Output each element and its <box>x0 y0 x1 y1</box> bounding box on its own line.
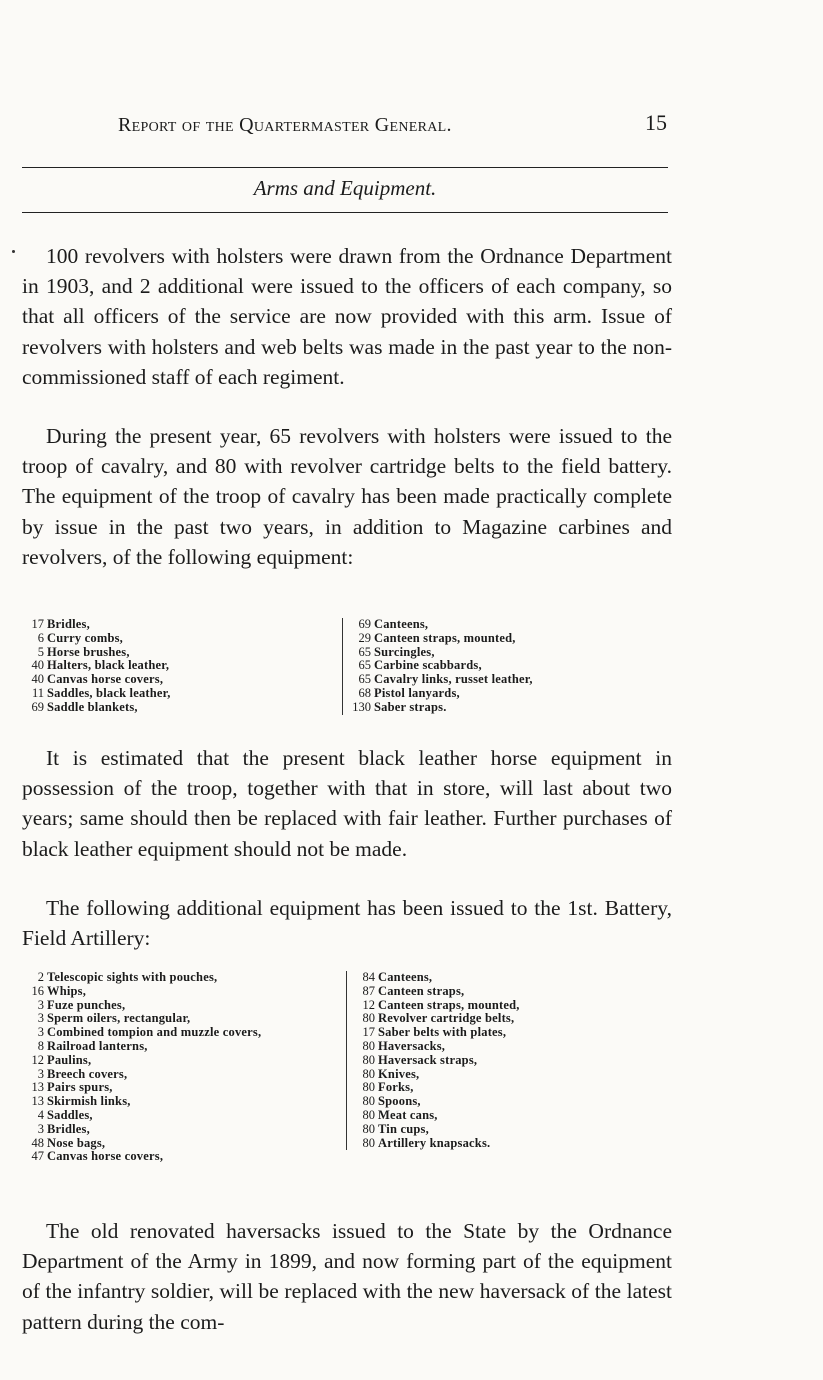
artillery-list-right <box>346 971 653 1150</box>
list-item <box>22 1081 344 1095</box>
item-name: Forks, <box>378 1080 414 1095</box>
paragraph-artillery: The following additional equipment has been issued to the 1st. Battery, Field Artillery: <box>22 896 672 951</box>
item-quantity: 29 <box>358 630 371 645</box>
list-item <box>22 618 342 632</box>
item-name: Saddles, <box>47 1107 93 1122</box>
item-quantity: 3 <box>37 1025 44 1040</box>
artillery-list-left <box>22 971 344 1164</box>
item-name: Haversacks, <box>378 1038 446 1053</box>
list-item <box>22 687 342 701</box>
item-name: Knives, <box>378 1066 420 1081</box>
item-quantity: 3 <box>37 1121 44 1136</box>
section-title: Arms and Equipment. <box>253 176 437 200</box>
item-name: Saber belts with plates, <box>378 1025 507 1040</box>
item-quantity: 11 <box>31 685 44 700</box>
list-item <box>353 1137 653 1151</box>
item-name: Curry combs, <box>47 630 124 645</box>
list-item <box>353 1012 653 1026</box>
item-quantity: 80 <box>362 1121 375 1136</box>
item-quantity: 80 <box>362 1080 375 1095</box>
item-quantity: 3 <box>37 997 44 1012</box>
item-name: Tin cups, <box>378 1121 429 1136</box>
item-name: Canteen straps, mounted, <box>378 997 520 1012</box>
item-name: Paulins, <box>47 1052 92 1067</box>
list-item <box>22 1137 344 1151</box>
list-item <box>353 1109 653 1123</box>
list-item <box>349 659 649 673</box>
header-rule <box>22 167 668 168</box>
item-name: Pairs spurs, <box>47 1080 113 1095</box>
list-item <box>22 632 342 646</box>
list-item <box>353 1026 653 1040</box>
item-name: Revolver cartridge belts, <box>378 1011 515 1026</box>
item-name: Whips, <box>47 983 87 998</box>
item-name: Nose bags, <box>47 1135 106 1150</box>
list-item <box>22 1109 344 1123</box>
item-quantity: 65 <box>358 658 371 673</box>
paragraph-revolvers: 100 revolvers with holsters were drawn from the Ordnance Department in 1903, and 2 additional were issued to the officers of each company, so that all officers of the service are now provided with this arm. Issue of revolvers with holsters and web belts was made in the past year to the non-commissioned staff of each regiment. <box>22 244 672 389</box>
list-item <box>353 1054 653 1068</box>
page-number: 15 <box>645 110 667 135</box>
item-name: Fuze punches, <box>47 997 126 1012</box>
item-quantity: 80 <box>362 1135 375 1150</box>
list-item <box>22 971 344 985</box>
list-item <box>22 1123 344 1137</box>
item-quantity: 68 <box>358 685 371 700</box>
item-name: Combined tompion and muzzle covers, <box>47 1025 262 1040</box>
list-item <box>22 1068 344 1082</box>
list-item <box>353 1095 653 1109</box>
item-name: Skirmish links, <box>47 1094 131 1109</box>
item-name: Canteens, <box>378 970 433 984</box>
list-item <box>22 1012 344 1026</box>
item-name: Pistol lanyards, <box>374 685 460 700</box>
list-item <box>349 687 649 701</box>
list-item <box>22 985 344 999</box>
paragraph-haversacks: The old renovated haversacks issued to the State by the Ordnance Department of the Army in 1899, and now forming part of the equipment of the infantry soldier, will be replaced with the new haversack of the latest pattern during the com- <box>22 1219 672 1334</box>
item-quantity: 47 <box>31 1149 44 1164</box>
list-item <box>22 673 342 687</box>
item-quantity: 130 <box>352 699 371 714</box>
item-name: Canteens, <box>374 617 429 631</box>
list-item <box>353 1068 653 1082</box>
section-rule <box>22 212 668 213</box>
page-header <box>22 108 667 142</box>
paragraph-cavalry: During the present year, 65 revolvers with holsters were issued to the troop of cavalry, and 80 with revolver cartridge belts to the field battery. The equipment of the troop of cavalry has been made practically complete by issue in the past two years, in addition to Magazine carbines and revolvers, of the following equipment: <box>22 424 672 569</box>
item-quantity: 80 <box>362 1094 375 1109</box>
list-item <box>22 659 342 673</box>
item-name: Saddles, black leather, <box>47 685 171 700</box>
item-name: Breech covers, <box>47 1066 128 1081</box>
item-quantity: 69 <box>358 617 371 631</box>
artillery-equipment-list <box>22 971 672 1167</box>
item-name: Canteen straps, mounted, <box>374 630 516 645</box>
cavalry-list-right <box>342 618 649 715</box>
item-quantity: 80 <box>362 1066 375 1081</box>
item-name: Saber straps. <box>374 699 447 714</box>
list-item <box>22 646 342 660</box>
list-item <box>349 673 649 687</box>
list-item <box>349 701 649 715</box>
list-item <box>353 1040 653 1054</box>
item-quantity: 3 <box>37 1011 44 1026</box>
item-quantity: 17 <box>362 1025 375 1040</box>
item-name: Horse brushes, <box>47 644 130 659</box>
item-quantity: 80 <box>362 1052 375 1067</box>
item-name: Sperm oilers, rectangular, <box>47 1011 191 1026</box>
list-item <box>349 618 649 632</box>
item-name: Bridles, <box>47 1121 90 1136</box>
list-item <box>353 1081 653 1095</box>
item-name: Canvas horse covers, <box>47 1149 164 1164</box>
item-quantity: 69 <box>31 699 44 714</box>
item-quantity: 12 <box>31 1052 44 1067</box>
item-name: Bridles, <box>47 617 90 631</box>
item-quantity: 40 <box>31 658 44 673</box>
list-item <box>22 1054 344 1068</box>
item-name: Canvas horse covers, <box>47 672 164 687</box>
item-quantity: 17 <box>31 617 44 631</box>
item-name: Canteen straps, <box>378 983 465 998</box>
list-item <box>353 1123 653 1137</box>
cavalry-list-left <box>22 618 342 715</box>
item-quantity: 12 <box>362 997 375 1012</box>
item-quantity: 13 <box>31 1094 44 1109</box>
cavalry-equipment-list <box>22 618 672 716</box>
item-quantity: 2 <box>37 970 44 984</box>
item-quantity: 80 <box>362 1107 375 1122</box>
item-quantity: 65 <box>358 644 371 659</box>
item-name: Telescopic sights with pouches, <box>47 970 218 984</box>
list-item <box>353 999 653 1013</box>
list-item <box>22 1026 344 1040</box>
list-item <box>22 1095 344 1109</box>
list-item <box>349 632 649 646</box>
item-quantity: 80 <box>362 1011 375 1026</box>
item-quantity: 16 <box>31 983 44 998</box>
list-item <box>349 646 649 660</box>
item-quantity: 87 <box>362 983 375 998</box>
item-name: Artillery knapsacks. <box>378 1135 491 1150</box>
paragraph-black-leather: It is estimated that the present black leather horse equipment in possession of the troop, together with that in store, will last about two years; same should then be replaced with fair leather. Further purchases of black leather equipment should not be made. <box>22 746 672 861</box>
running-head: Report of the Quartermaster General. <box>118 114 452 136</box>
item-quantity: 6 <box>37 630 44 645</box>
margin-mark <box>12 250 15 253</box>
list-item <box>22 999 344 1013</box>
list-item <box>353 985 653 999</box>
item-name: Cavalry links, russet leather, <box>374 672 533 687</box>
item-name: Meat cans, <box>378 1107 438 1122</box>
item-quantity: 48 <box>31 1135 44 1150</box>
item-quantity: 5 <box>37 644 44 659</box>
item-name: Spoons, <box>378 1094 421 1109</box>
item-quantity: 13 <box>31 1080 44 1095</box>
item-name: Carbine scabbards, <box>374 658 482 673</box>
item-quantity: 4 <box>37 1107 44 1122</box>
item-name: Surcingles, <box>374 644 435 659</box>
list-item <box>22 1150 344 1164</box>
item-name: Halters, black leather, <box>47 658 170 673</box>
item-quantity: 8 <box>37 1038 44 1053</box>
item-name: Saddle blankets, <box>47 699 138 714</box>
item-quantity: 40 <box>31 672 44 687</box>
item-quantity: 3 <box>37 1066 44 1081</box>
item-name: Railroad lanterns, <box>47 1038 148 1053</box>
item-quantity: 65 <box>358 672 371 687</box>
list-item <box>22 701 342 715</box>
list-item <box>22 1040 344 1054</box>
item-quantity: 80 <box>362 1038 375 1053</box>
item-quantity: 84 <box>362 970 375 984</box>
item-name: Haversack straps, <box>378 1052 478 1067</box>
list-item <box>353 971 653 985</box>
